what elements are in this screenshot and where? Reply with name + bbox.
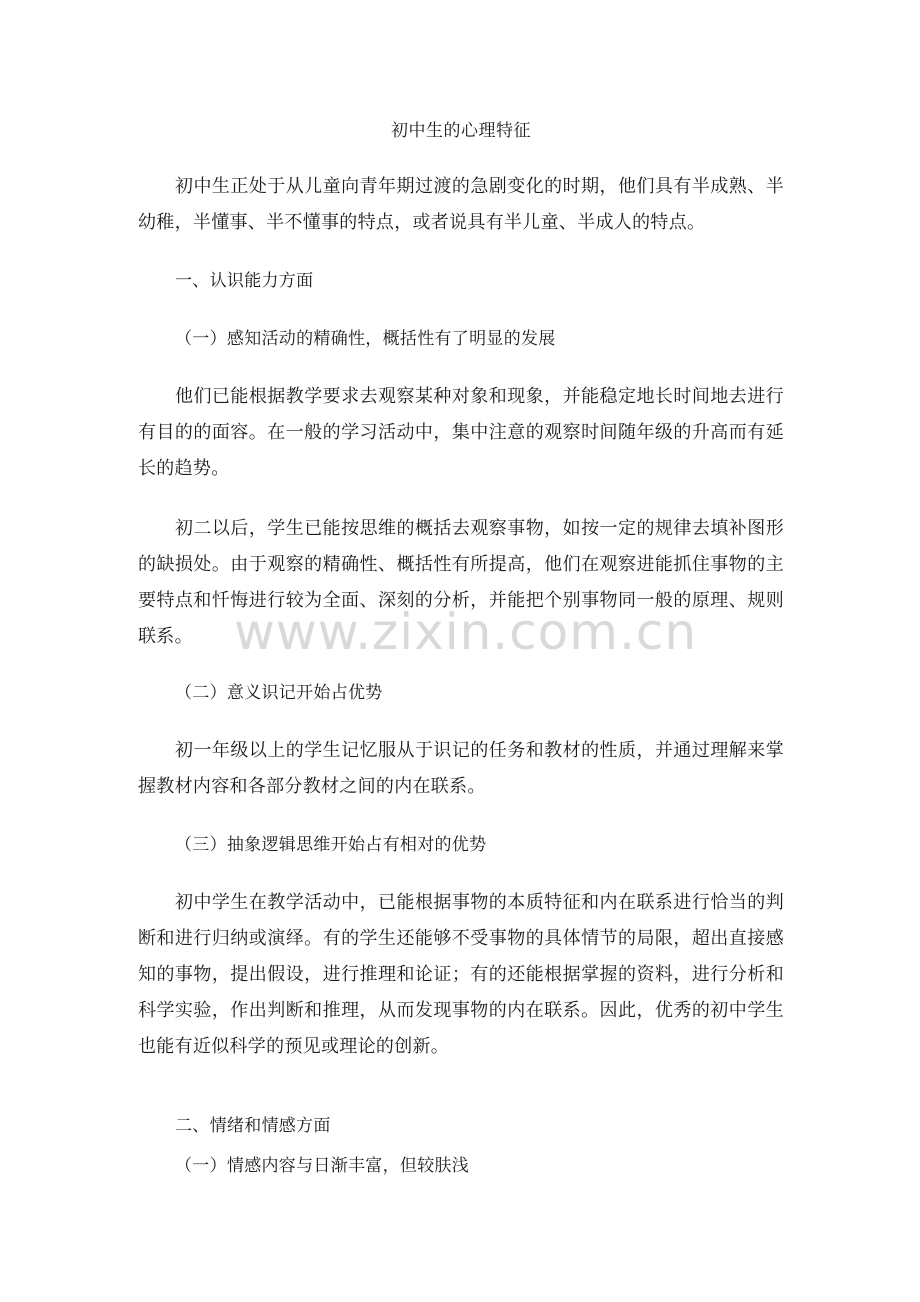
section-2-sub-1-heading: （一）情感内容与日渐丰富，但较肤浅 xyxy=(175,1156,470,1176)
section-1-sub-3-heading: （三）抽象逻辑思维开始占有相对的优势 xyxy=(175,835,487,855)
watermark-text: www.zixin.com.cn xyxy=(234,603,698,661)
section-1-sub-1-paragraph-1: 他们已能根据教学要求去观察某种对象和现象，并能稳定地长时间地去进行有目的的面容。在一般的学习活动中，集中注意的观察时间随年级的升高而有延长的趋势。 xyxy=(138,386,784,479)
section-1-sub-1-paragraph-2: 初二以后，学生已能按思维的概括去观察事物，如按一定的规律去填补图形的缺损处。由于观察的精确性、概括性有所提高，他们在观察进能抓住事物的主要特点和忏悔进行较为全面、深刻的分析，并能把个别事物同一般的原理、规则联系。 xyxy=(138,518,784,647)
intro-paragraph: 初中生正处于从儿童向青年期过渡的急剧变化的时期，他们具有半成熟、半幼稚，半懂事、半不懂事的特点，或者说具有半儿童、半成人的特点。 xyxy=(138,176,784,233)
section-1-sub-3-paragraph: 初中学生在教学活动中，已能根据事物的本质特征和内在联系进行恰当的判断和进行归纳或演绎。有的学生还能够不受事物的具体情节的局限，超出直接感知的事物，提出假设，进行推理和论证；有的还能根据掌握的资料，进行分析和科学实验，作出判断和推理，从而发现事物的内在联系。因此，优秀的初中学生也能有近似科学的预见或理论的创新。 xyxy=(138,892,784,1057)
section-1-heading: 一、认识能力方面 xyxy=(175,271,314,291)
section-1-sub-1-heading: （一）感知活动的精确性，概括性有了明显的发展 xyxy=(175,329,556,349)
section-1-sub-2-paragraph: 初一年级以上的学生记忆服从于识记的任务和教材的性质，并通过理解来掌握教材内容和各部分教材之间的内在联系。 xyxy=(138,740,784,797)
document-title: 初中生的心理特征 xyxy=(391,121,531,141)
document-page xyxy=(138,0,784,1302)
section-2-heading: 二、情绪和情感方面 xyxy=(175,1116,331,1136)
section-1-sub-2-heading: （二）意义识记开始占优势 xyxy=(175,683,383,703)
